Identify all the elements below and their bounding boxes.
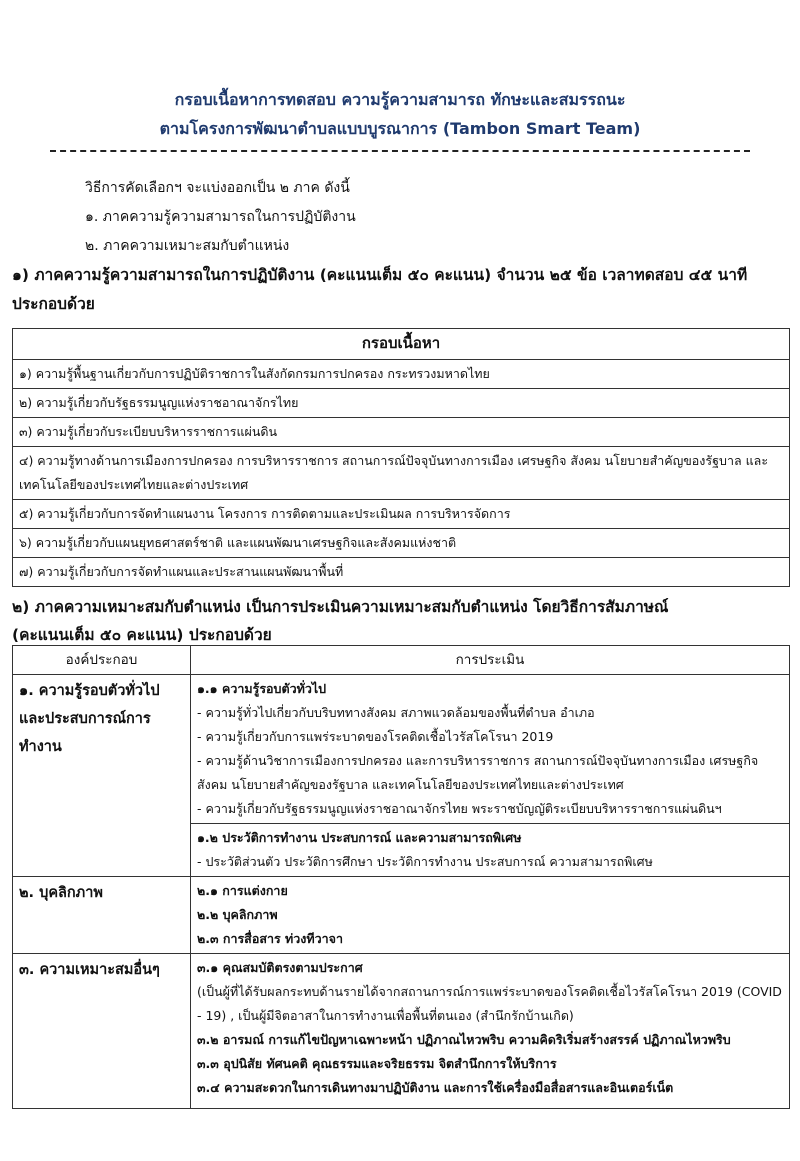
- table-row: ๗) ความรู้เกี่ยวกับการจัดทำแผนและประสานแผนพัฒนาพื้นที่: [13, 558, 790, 587]
- component-knowledge-experience: ๑. ความรู้รอบตัวทั่วไปและประสบการณ์การทำงาน: [13, 675, 191, 877]
- dashed-divider: [50, 150, 750, 152]
- document-title-line2: ตามโครงการพัฒนาตำบลแบบบูรณาการ (Tambon Smart Team): [159, 119, 641, 138]
- section2-heading-cont: (คะแนนเต็ม ๕๐ คะแนน) ประกอบด้วย: [12, 626, 272, 644]
- document-title-line1: กรอบเนื้อหาการทดสอบ ความรู้ความสามารถ ทักษะและสมรรถนะ: [174, 90, 626, 109]
- intro-line: ๒. ภาคความเหมาะสมกับตำแหน่ง: [85, 238, 290, 254]
- component-personality: ๒. บุคลิกภาพ: [13, 877, 191, 954]
- intro-line: วิธีการคัดเลือกฯ จะแบ่งออกเป็น ๒ ภาค ดังนี้: [85, 180, 350, 196]
- assessment-item: ๓.๔ ความสะดวกในการเดินทางมาปฏิบัติงาน และการใช้เครื่องมือสื่อสารและอินเตอร์เน็ต: [197, 1080, 674, 1095]
- component-other-suitability: ๓. ความเหมาะสมอื่นๆ: [13, 954, 191, 1109]
- assessment-item: - ความรู้เกี่ยวกับการแพร่ระบาดของโรคติดเชื้อไวรัสโคโรนา 2019: [197, 729, 554, 744]
- suitability-table: [12, 645, 790, 1109]
- column-header-component: องค์ประกอบ: [13, 646, 191, 675]
- assessment-cell: [191, 675, 790, 824]
- assessment-item: ๒.๑ การแต่งกาย: [197, 883, 288, 898]
- table-row: ๔) ความรู้ทางด้านการเมืองการปกครอง การบริหารราชการ สถานการณ์ปัจจุบันทางการเมือง เศรษฐกิจ สังคม นโยบายสำคัญของรัฐบาล และเทคโนโลยีของประเทศไทยและต่างประเทศ: [13, 447, 790, 500]
- section2-heading: ๒) ภาคความเหมาะสมกับตำแหน่ง เป็นการประเมินความเหมาะสมกับตำแหน่ง โดยวิธีการสัมภาษณ์: [12, 598, 669, 616]
- assessment-item: - ความรู้ทั่วไปเกี่ยวกับบริบททางสังคม สภาพแวดล้อมของพื้นที่ตำบล อำเภอ: [197, 705, 595, 720]
- subsection-title: ๑.๒ ประวัติการทำงาน ประสบการณ์ และความสามารถพิเศษ: [197, 830, 522, 845]
- intro-line: ๑. ภาคความรู้ความสามารถในการปฏิบัติงาน: [85, 209, 356, 225]
- assessment-item: ๒.๓ การสื่อสาร ท่วงทีวาจา: [197, 931, 344, 946]
- assessment-item: - ความรู้เกี่ยวกับรัฐธรรมนูญแห่งราชอาณาจักรไทย พระราชบัญญัติระเบียบบริหารราชการแผ่นดินฯ: [197, 801, 722, 816]
- assessment-cell: [191, 954, 790, 1109]
- assessment-item: ๒.๒ บุคลิกภาพ: [197, 907, 278, 922]
- subsection-title: ๑.๑ ความรู้รอบตัวทั่วไป: [197, 681, 327, 696]
- assessment-item: ๓.๒ อารมณ์ การแก้ไขปัญหาเฉพาะหน้า ปฏิภาณไหวพริบ ความคิดริเริ่มสร้างสรรค์ ปฏิภาณไหวพริบ: [197, 1032, 731, 1047]
- table-header: กรอบเนื้อหา: [13, 329, 790, 360]
- subsection-title: ๓.๑ คุณสมบัติตรงตามประกาศ: [197, 960, 363, 975]
- table-row: ๖) ความรู้เกี่ยวกับแผนยุทธศาสตร์ชาติ และแผนพัฒนาเศรษฐกิจและสังคมแห่งชาติ: [13, 529, 790, 558]
- table-row: ๓) ความรู้เกี่ยวกับระเบียบบริหารราชการแผ่นดิน: [13, 418, 790, 447]
- column-header-assessment: การประเมิน: [191, 646, 790, 675]
- table-row: ๒) ความรู้เกี่ยวกับรัฐธรรมนูญแห่งราชอาณาจักรไทย: [13, 389, 790, 418]
- content-framework-table: [12, 328, 790, 587]
- section1-heading-cont: ประกอบด้วย: [12, 295, 95, 313]
- assessment-cell: [191, 877, 790, 954]
- table-row: ๑) ความรู้พื้นฐานเกี่ยวกับการปฏิบัติราชการในสังกัดกรมการปกครอง กระทรวงมหาดไทย: [13, 360, 790, 389]
- table-row: ๕) ความรู้เกี่ยวกับการจัดทำแผนงาน โครงการ การติดตามและประเมินผล การบริหารจัดการ: [13, 500, 790, 529]
- section1-heading: ๑) ภาคความรู้ความสามารถในการปฏิบัติงาน (คะแนนเต็ม ๕๐ คะแนน) จำนวน ๒๕ ข้อ เวลาทดสอบ ๔๕ นาที: [12, 266, 748, 284]
- assessment-cell: [191, 824, 790, 877]
- assessment-item: - ประวัติส่วนตัว ประวัติการศึกษา ประวัติการทำงาน ประสบการณ์ ความสามารถพิเศษ: [197, 854, 653, 869]
- assessment-item: ๓.๓ อุปนิสัย ทัศนคติ คุณธรรมและจริยธรรม จิตสำนึกการให้บริการ: [197, 1056, 557, 1071]
- assessment-note: (เป็นผู้ที่ได้รับผลกระทบด้านรายได้จากสถานการณ์การแพร่ระบาดของโรคติดเชื้อไวรัสโคโรนา 2019 (COVID - 19) , เป็นผู้มีจิตอาสาในการทำงานเพื่อพื้นที่ตนเอง (สำนึกรักบ้านเกิด): [197, 984, 782, 1023]
- assessment-item: - ความรู้ด้านวิชาการเมืองการปกครอง และการบริหารราชการ สถานการณ์ปัจจุบันทางการเมือง เศรษฐกิจ สังคม นโยบายสำคัญของรัฐบาล และเทคโนโลยีของประเทศไทยและต่างประเทศ: [197, 753, 759, 792]
